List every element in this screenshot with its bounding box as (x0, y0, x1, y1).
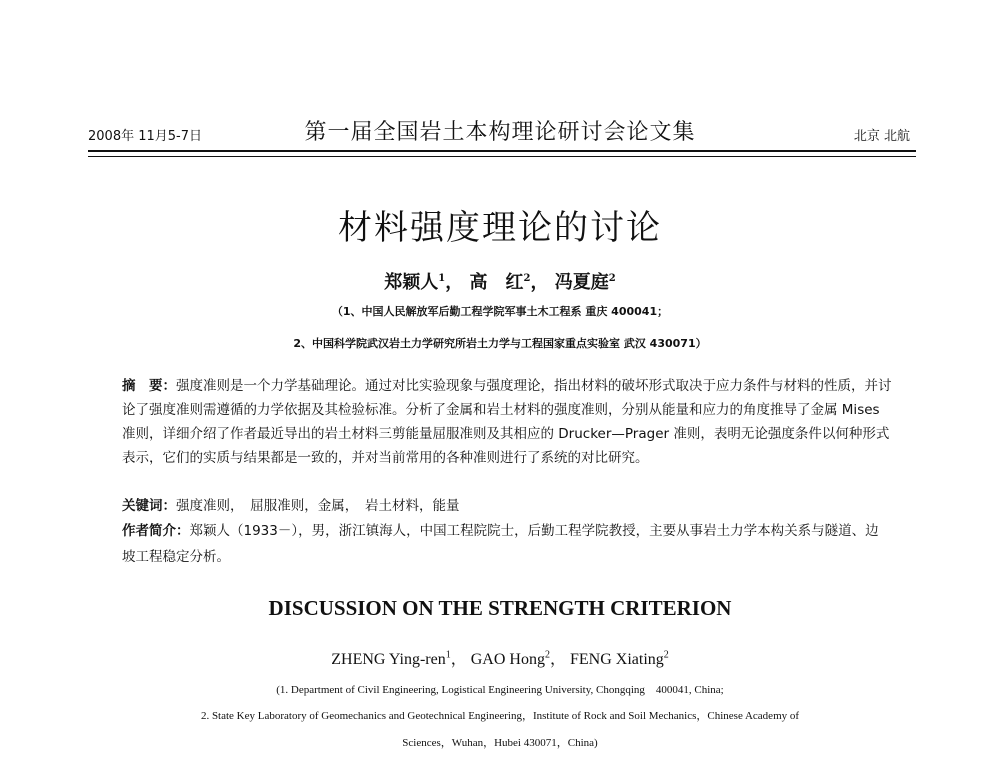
author-en-3: FENG Xiating (569, 651, 664, 668)
authors-cn (0, 268, 1000, 294)
affiliation-en-2: 2. State Key Laboratory of Geomechanics and Geotechnical Engineering，Institute of Rock and Soil Mechanics，Chinese Academy of (200, 710, 800, 722)
author-cn-2: 高 红 (469, 272, 524, 293)
author-cn-3: 冯夏庭 (554, 272, 609, 293)
abstract-cn (122, 374, 892, 470)
author-cn-1: 郑颖人 (384, 272, 439, 293)
authors-en (0, 646, 1000, 669)
header-place: 北京 北航 (853, 129, 910, 144)
author-en-sep-1: ， (450, 651, 467, 668)
bio-label: 作者简介： (122, 523, 190, 539)
affiliation-en-3: Sciences，Wuhan，Hubei 430071，China) (402, 737, 598, 749)
affiliation-cn-2: 2、中国科学院武汉岩土力学研究所岩土力学与工程国家重点实验室 武汉 430071） (293, 337, 707, 350)
keywords-label: 关键词： (122, 498, 176, 514)
abstract-text: 强度准则是一个力学基础理论。通过对比实验现象与强度理论，指出材料的破坏形式取决于应力条件与材料的性质，并讨论了强度准则需遵循的力学依据及其检验标准。分析了金属和岩土材料的强度准则，分别从能量和应力的角度推导了金属 Mises 准则，详细介绍了作者最近导出的岩土材料三剪能量屈服准则及其相应的 Drucker—Prager 准则，表明无论强度条件以何种形式表示，它们的实质与结果都是一致的，并对当前常用的各种准则进行了系统的对比研究。 (122, 378, 892, 466)
bio-text: 郑颖人（1933－），男，浙江镇海人，中国工程院院士，后勤工程学院教授，主要从事岩土力学本构关系与隧道、边坡工程稳定分析。 (122, 523, 879, 565)
author-cn-sep-1: ， (445, 272, 464, 293)
author-cn-sep-2: ， (530, 272, 549, 293)
author-en-2-sup: 2 (544, 649, 550, 661)
header-rule-thin (88, 156, 916, 157)
author-cn-2-sup: 2 (523, 273, 531, 284)
affiliation-cn-1: （1、中国人民解放军后勤工程学院军事土木工程系 重庆 400041； (331, 305, 669, 318)
author-en-2: GAO Hong (470, 651, 545, 668)
author-cn-3-sup: 2 (608, 273, 616, 284)
keywords-cn (122, 494, 892, 518)
running-header (84, 118, 916, 148)
header-date: 2008年 11月5-7日 (88, 129, 202, 144)
author-en-3-sup: 2 (663, 649, 669, 661)
author-en-1: ZHENG Ying-ren (331, 651, 446, 668)
abstract-label: 摘 要： (122, 378, 176, 394)
paper-title-cn: 材料强度理论的讨论 (338, 208, 662, 248)
author-cn-1-sup: 1 (438, 273, 446, 284)
author-en-1-sup: 1 (445, 649, 451, 661)
keywords-text: 强度准则， 屈服准则，金属， 岩土材料，能量 (176, 498, 460, 514)
author-bio (122, 518, 892, 570)
author-en-sep-2: ， (549, 651, 566, 668)
header-rule-thick (88, 150, 916, 152)
header-proceedings-title: 第一届全国岩土本构理论研讨会论文集 (304, 120, 696, 145)
affiliation-en-1: (1. Department of Civil Engineering, Logistical Engineering University, Chongqing 400041, China; (276, 684, 724, 696)
paper-title-en: DISCUSSION ON THE STRENGTH CRITERION (268, 596, 732, 620)
